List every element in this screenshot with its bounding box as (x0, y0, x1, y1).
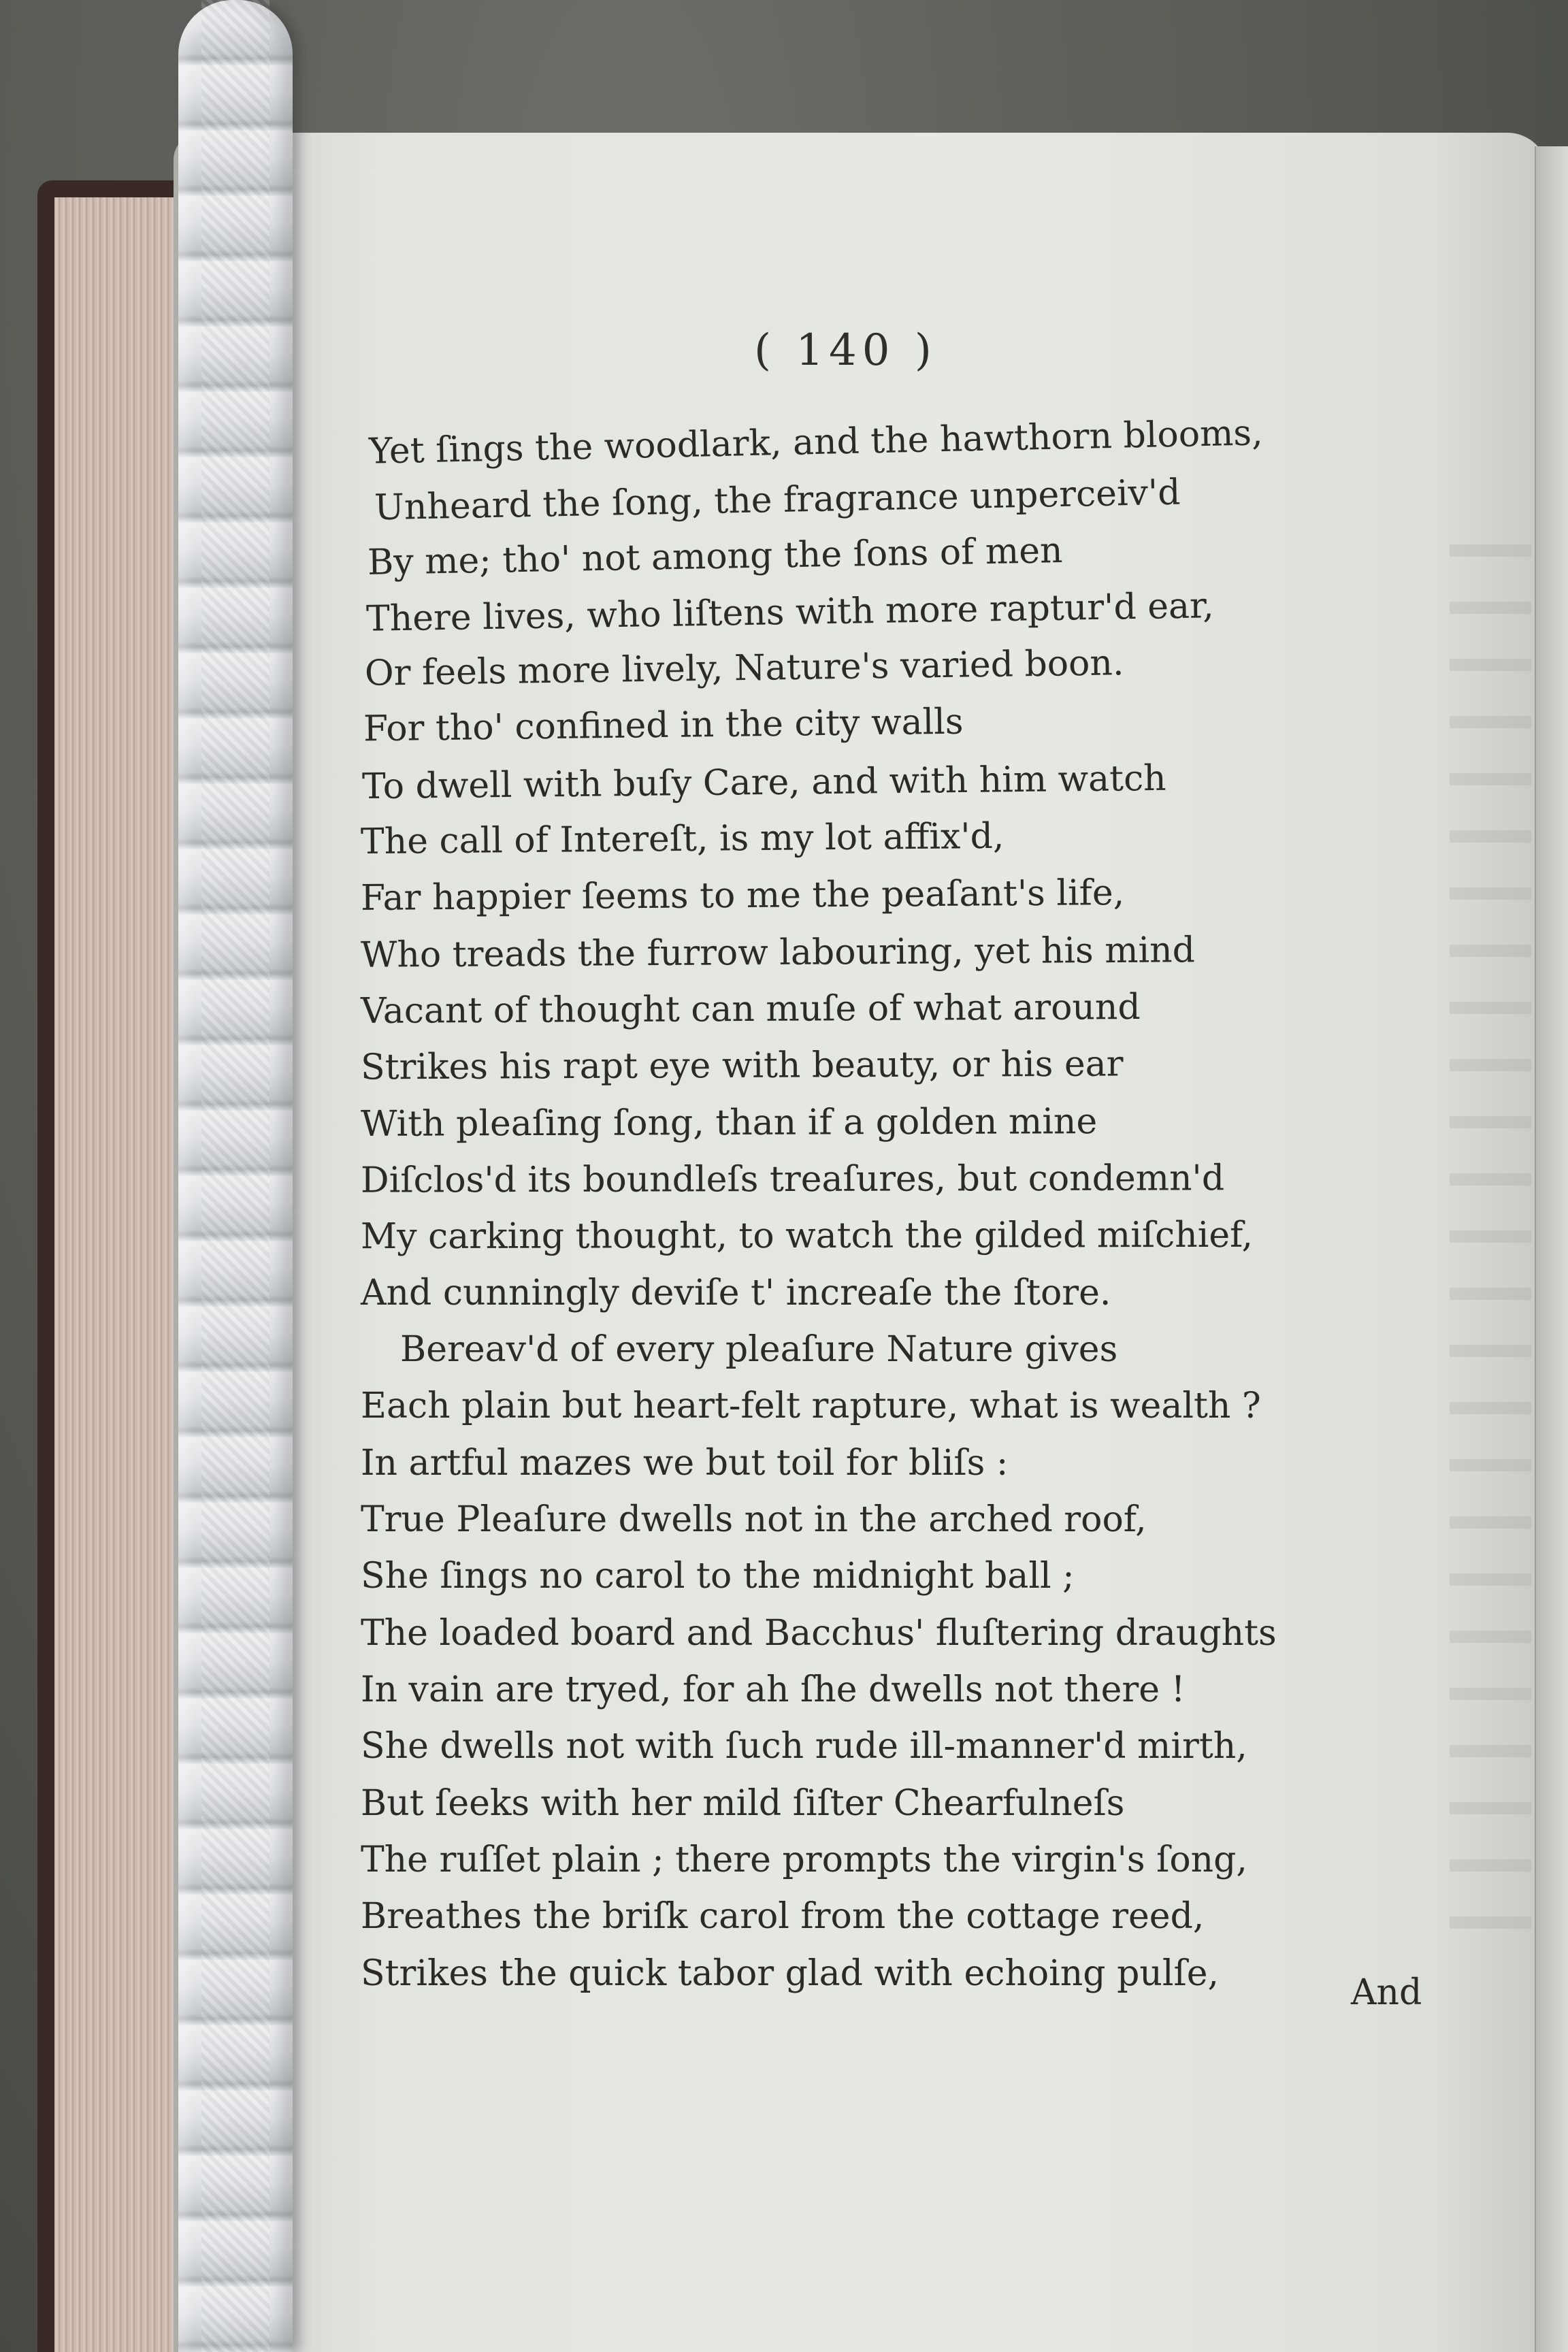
bookmark-ribbon (178, 0, 293, 2352)
poem-line: Far happier ſeems to me the peaſant's life, (360, 872, 1125, 919)
facing-page-edge (1535, 146, 1568, 2352)
poem-line: She ſings no carol to the midnight ball ; (361, 1556, 1075, 1597)
poem-line: Breathes the briſk carol from the cottage reed, (361, 1896, 1205, 1937)
poem-line: And cunningly deviſe t' increaſe the ſtore. (361, 1273, 1111, 1313)
poem-line: Diſclos'd its boundleſs treaſures, but condemn'd (360, 1158, 1225, 1201)
poem-line: Bereav'd of every pleaſure Nature gives (400, 1329, 1118, 1370)
poem-line: By me; tho' not among the ſons of men (367, 530, 1063, 583)
poem-line: The ruſſet plain ; there prompts the virgin's ſong, (361, 1840, 1247, 1880)
poem-line: Who treads the furrow labouring, yet his mind (360, 930, 1196, 976)
poem-line: Vacant of thought can muſe of what around (360, 987, 1141, 1032)
poem-line: Or feels more lively, Nature's varied boon. (364, 642, 1124, 694)
poem-line: Strikes the quick tabor glad with echoing pulſe, (361, 1953, 1220, 1994)
poem-line: There lives, who liſtens with more raptur'd ear, (365, 585, 1215, 640)
poem-line: Yet ſings the woodlark, and the hawthorn blooms, (368, 412, 1264, 472)
poem-line: To dwell with buſy Care, and with him watch (361, 757, 1166, 808)
poem-line: In artful mazes we but toil for bliſs : (361, 1443, 1009, 1484)
show-through-text (1450, 517, 1531, 1946)
poem-line: Strikes his rapt eye with beauty, or his ear (360, 1043, 1124, 1088)
poem-line: In vain are tryed, for ah ſhe dwells not there ! (361, 1669, 1186, 1710)
catchword: And (1351, 1972, 1422, 2013)
poem-line: Each plain but heart-felt rapture, what is wealth ? (361, 1386, 1261, 1426)
poem-line: My carking thought, to watch the gilded miſchief, (360, 1214, 1254, 1258)
poem-line: True Pleaſure dwells not in the arched roof, (361, 1499, 1147, 1540)
poem-line: Unheard the ſong, the fragrance unperceiv'd (374, 472, 1181, 529)
page-number: ( 140 ) (754, 325, 937, 376)
poem-line: She dwells not with ſuch rude ill-manner'd mirth, (361, 1726, 1247, 1767)
poem-line: But ſeeks with her mild ſiſter Chearfulneſs (361, 1783, 1125, 1824)
poem-line: With pleaſing ſong, than if a golden mine (360, 1101, 1098, 1145)
page-fore-edge (54, 197, 179, 2352)
poem-line: For tho' confined in the city walls (363, 701, 964, 750)
poem-line: The loaded board and Bacchus' fluſtering draughts (361, 1613, 1277, 1654)
poem-line: The call of Intereſt, is my lot affix'd, (360, 815, 1004, 863)
